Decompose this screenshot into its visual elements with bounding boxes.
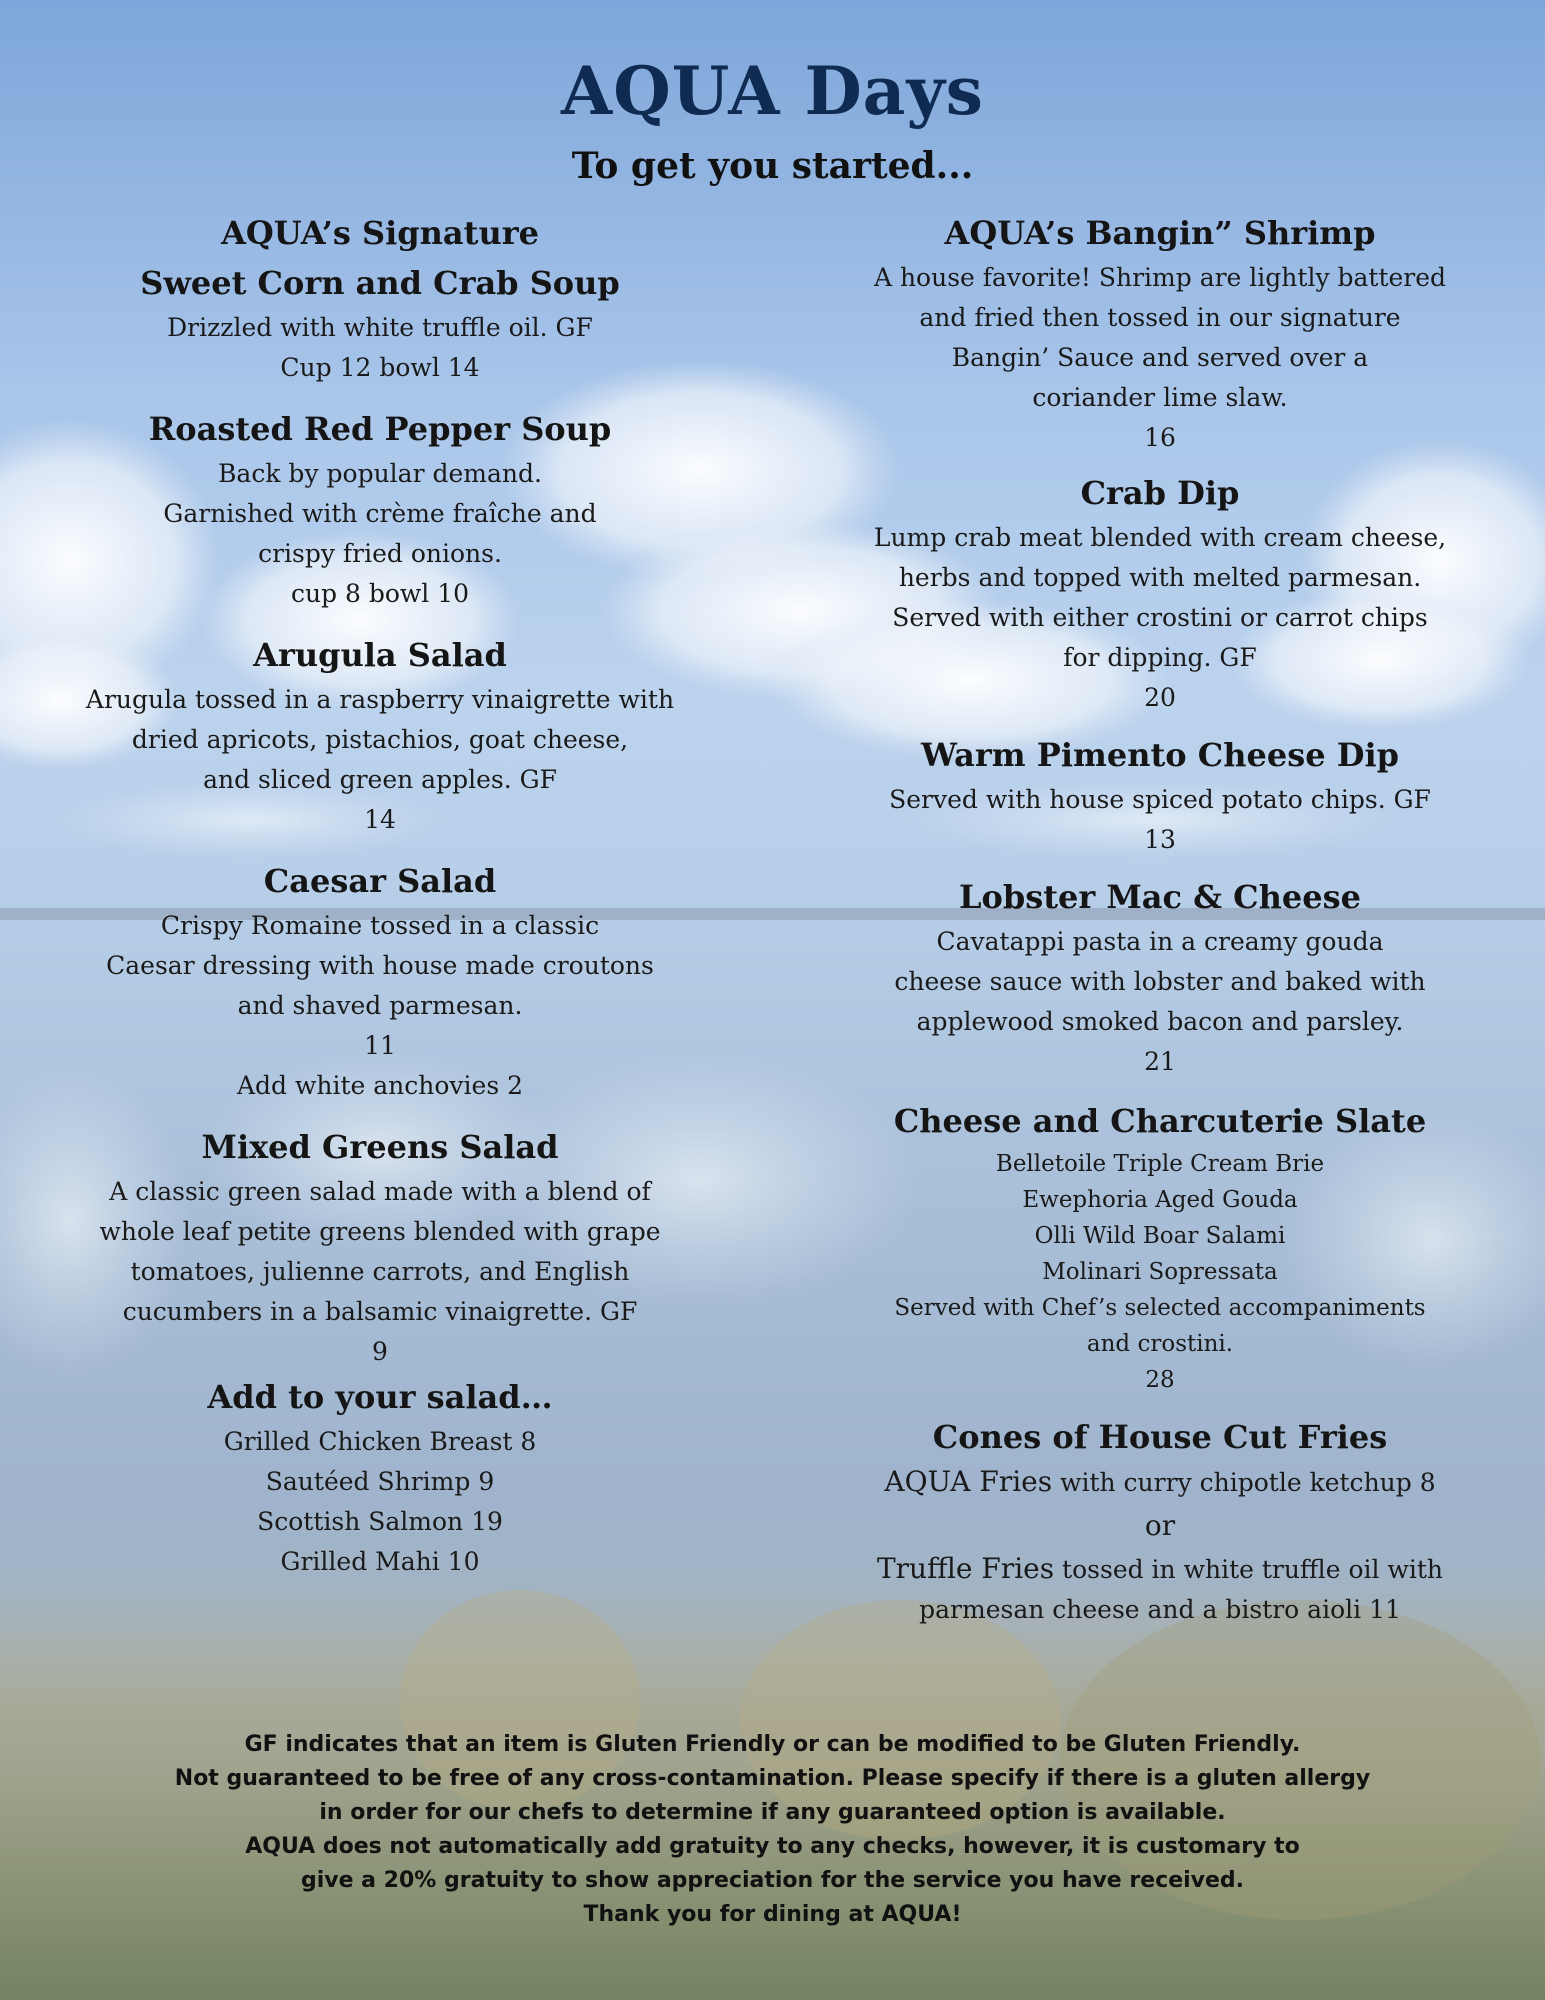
- fries-truffle-label: Truffle Fries: [876, 1552, 1055, 1585]
- item-description: and sliced green apples. GF: [203, 765, 557, 794]
- addon-option: Grilled Mahi 10: [280, 1547, 480, 1576]
- slate-component: Belletoile Triple Cream Brie: [995, 1151, 1325, 1177]
- menu-item-crab-dip: [820, 468, 1500, 718]
- item-description: Lump crab meat blended with cream cheese,: [873, 523, 1447, 552]
- item-description: for dipping. GF: [1063, 643, 1257, 672]
- item-description: Arugula tossed in a raspberry vinaigrette with: [85, 685, 675, 714]
- menu-item-lobster-mac: [820, 872, 1500, 1082]
- footer-line: Thank you for dining at AQUA!: [583, 1902, 962, 1927]
- item-description: cucumbers in a balsamic vinaigrette. GF: [122, 1297, 638, 1326]
- footer-line: Not guaranteed to be free of any cross-contamination. Please specify if there is a gluten allergy: [174, 1766, 1371, 1791]
- slate-component: Molinari Sopressata: [1042, 1259, 1278, 1285]
- menu-item-pimento-dip: [820, 730, 1500, 860]
- addon-option: Sautéed Shrimp 9: [265, 1467, 495, 1496]
- addon-option: Grilled Chicken Breast 8: [223, 1427, 537, 1456]
- footer-line: AQUA does not automatically add gratuity to any checks, however, it is customary to: [245, 1834, 1300, 1859]
- item-price: 9: [372, 1337, 388, 1366]
- addon-option: Scottish Salmon 19: [257, 1507, 503, 1536]
- left-column: [40, 208, 720, 1582]
- item-description: Drizzled with white truffle oil. GF: [167, 313, 593, 342]
- menu-item-mixed-greens: [40, 1122, 720, 1372]
- footer-notes: [0, 1728, 1545, 1932]
- item-description: and shaved parmesan.: [237, 991, 523, 1020]
- menu-item-crab-soup: [40, 208, 720, 388]
- item-description: and fried then tossed in our signature: [919, 303, 1401, 332]
- item-name: Mixed Greens Salad: [201, 1128, 559, 1166]
- item-description: crispy fried onions.: [258, 539, 502, 568]
- fries-option-aqua: [820, 1462, 1500, 1503]
- menu-item-charcuterie-slate: [820, 1096, 1500, 1398]
- item-description: Bangin’ Sauce and served over a: [951, 343, 1369, 372]
- item-name: Lobster Mac & Cheese: [958, 878, 1361, 916]
- item-name: AQUA’s Bangin” Shrimp: [944, 214, 1376, 252]
- item-description: tomatoes, julienne carrots, and English: [130, 1257, 630, 1286]
- item-description: coriander lime slaw.: [1032, 383, 1288, 412]
- item-addon: Add white anchovies 2: [236, 1071, 524, 1100]
- item-price: 14: [364, 805, 396, 834]
- item-description: Caesar dressing with house made croutons: [106, 951, 654, 980]
- item-name: Cones of House Cut Fries: [932, 1418, 1388, 1456]
- item-price: cup 8 bowl 10: [290, 579, 470, 608]
- menu-item-caesar-salad: [40, 856, 720, 1106]
- item-description: dried apricots, pistachios, goat cheese,: [131, 725, 629, 754]
- footer-line: in order for our chefs to determine if any guaranteed option is available.: [319, 1800, 1226, 1825]
- fries-option-truffle: [820, 1549, 1500, 1590]
- item-description: Served with either crostini or carrot chips: [892, 603, 1428, 632]
- item-description: Back by popular demand.: [218, 459, 542, 488]
- item-name: Crab Dip: [1080, 474, 1240, 512]
- item-description: Served with house spiced potato chips. GF: [889, 785, 1431, 814]
- salad-addons: [40, 1372, 720, 1582]
- item-price: 13: [1144, 825, 1176, 854]
- right-column: [820, 208, 1500, 1630]
- fries-truffle-desc-line2: parmesan cheese and a bistro aioli 11: [919, 1595, 1401, 1624]
- menu-subtitle: To get you started...: [571, 145, 974, 187]
- item-description: applewood smoked bacon and parsley.: [916, 1007, 1404, 1036]
- item-name: Arugula Salad: [253, 636, 507, 674]
- item-description: A classic green salad made with a blend of: [109, 1177, 651, 1206]
- item-name: AQUA’s Signature: [221, 214, 539, 252]
- item-name: Warm Pimento Cheese Dip: [921, 736, 1399, 774]
- item-price: 11: [364, 1031, 396, 1060]
- fries-aqua-label: AQUA Fries: [884, 1465, 1053, 1498]
- menu-item-bangin-shrimp: [820, 208, 1500, 458]
- menu-item-red-pepper-soup: [40, 404, 720, 614]
- slate-component: Olli Wild Boar Salami: [1034, 1223, 1286, 1249]
- slate-component: Ewephoria Aged Gouda: [1022, 1187, 1298, 1213]
- item-price: 16: [1144, 423, 1176, 452]
- item-price: Cup 12 bowl 14: [280, 353, 480, 382]
- slate-component: Served with Chef’s selected accompaniments: [894, 1295, 1426, 1321]
- menu-title: AQUA Days: [561, 52, 984, 130]
- item-description: cheese sauce with lobster and baked with: [894, 967, 1426, 996]
- item-description: A house favorite! Shrimp are lightly battered: [873, 263, 1447, 292]
- footer-line: give a 20% gratuity to show appreciation for the service you have received.: [300, 1868, 1245, 1893]
- item-description: herbs and topped with melted parmesan.: [898, 563, 1422, 592]
- item-description: Cavatappi pasta in a creamy gouda: [936, 927, 1384, 956]
- item-description: whole leaf petite greens blended with grape: [99, 1217, 661, 1246]
- item-name: Caesar Salad: [263, 862, 497, 900]
- menu-item-fries: [820, 1412, 1500, 1630]
- fries-or: or: [1144, 1509, 1176, 1542]
- footer-line: GF indicates that an item is Gluten Friendly or can be modified to be Gluten Friendly.: [244, 1732, 1301, 1757]
- item-price: 20: [1144, 683, 1176, 712]
- fries-truffle-desc: tossed in white truffle oil with: [1054, 1555, 1444, 1584]
- item-price: 21: [1144, 1047, 1176, 1076]
- item-name: Add to your salad…: [207, 1378, 553, 1416]
- slate-component: and crostini.: [1086, 1331, 1234, 1357]
- item-name: Roasted Red Pepper Soup: [148, 410, 612, 448]
- fries-aqua-desc: with curry chipotle ketchup 8: [1052, 1468, 1436, 1497]
- item-name: Cheese and Charcuterie Slate: [893, 1102, 1427, 1140]
- item-name: Sweet Corn and Crab Soup: [140, 264, 620, 302]
- item-description: Garnished with crème fraîche and: [163, 499, 597, 528]
- item-description: Crispy Romaine tossed in a classic: [160, 911, 600, 940]
- menu-item-arugula-salad: [40, 630, 720, 840]
- item-price: 28: [1145, 1367, 1175, 1393]
